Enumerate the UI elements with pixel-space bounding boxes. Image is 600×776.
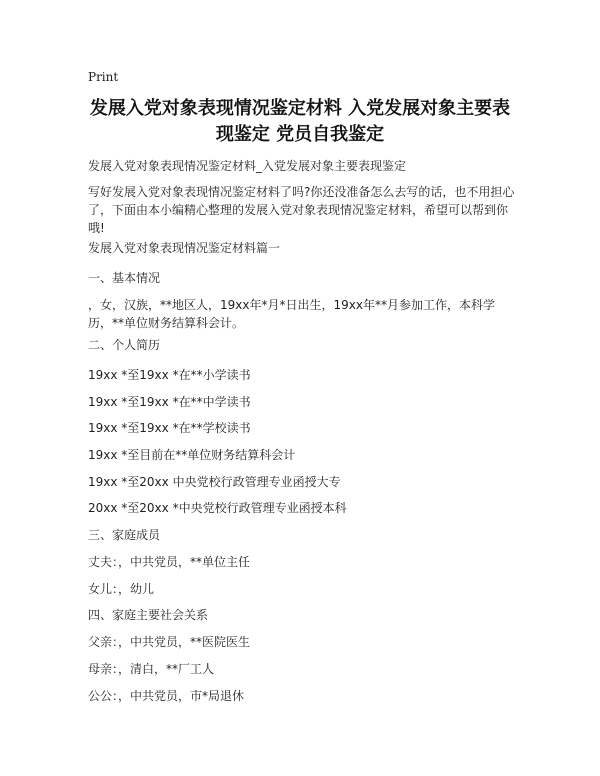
subtitle: 发展入党对象表现情况鉴定材料_入党发展对象主要表现鉴定 bbox=[88, 159, 407, 173]
document-title-line-2: 现鉴定 党员自我鉴定 bbox=[215, 124, 385, 145]
resume-item: 19xx *至19xx *在**小学读书 bbox=[88, 368, 251, 382]
resume-item: 19xx *至19xx *在**学校读书 bbox=[88, 421, 251, 435]
family-item: 丈夫：，中共党员，**单位主任 bbox=[88, 555, 251, 569]
basic-text: ，女，汉族，**地区人，19xx年*月*日出生，19xx年**月参加工作，本科学历，**单位财务结算科会计。 bbox=[88, 298, 495, 330]
resume-item: 20xx *至20xx *中央党校行政管理专业函授本科 bbox=[88, 501, 347, 515]
resume-item: 19xx *至19xx *在**中学读书 bbox=[88, 395, 251, 409]
relations-item: 公公：，中共党员，市*局退休 bbox=[88, 689, 245, 703]
family-item: 女儿：，幼儿 bbox=[88, 582, 155, 596]
relations-heading: 四、家庭主要社会关系 bbox=[88, 608, 209, 622]
relations-item: 父亲：，中共党员，**医院医生 bbox=[88, 635, 251, 649]
document-title bbox=[70, 96, 530, 148]
relations-item: 母亲：，清白，**厂工人 bbox=[88, 662, 215, 676]
family-heading: 三、家庭成员 bbox=[88, 528, 161, 542]
basic-heading: 一、基本情况 bbox=[88, 271, 161, 285]
document-title-line-1: 发展入党对象表现情况鉴定材料 入党发展对象主要表 bbox=[89, 98, 511, 119]
print-label: Print bbox=[88, 70, 119, 84]
intro-paragraph: 写好发展入党对象表现情况鉴定材料了吗?你还没准备怎么去写的话，也不用担心了，下面由本小编精心整理的发展入党对象表现情况鉴定材料，希望可以帮到你哦! bbox=[88, 185, 515, 235]
resume-heading: 二、个人简历 bbox=[88, 338, 161, 352]
section-title: 发展入党对象表现情况鉴定材料篇一 bbox=[88, 241, 281, 255]
resume-item: 19xx *至20xx 中央党校行政管理专业函授大专 bbox=[88, 475, 341, 489]
resume-item: 19xx *至目前在**单位财务结算科会计 bbox=[88, 448, 296, 462]
